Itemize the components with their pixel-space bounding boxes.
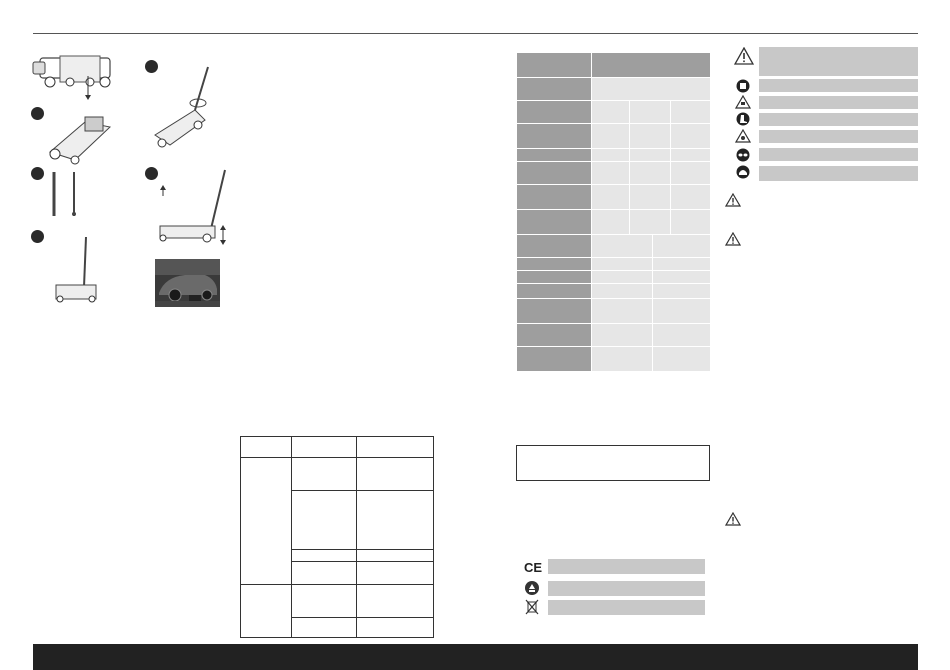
safety-row-band: [759, 79, 918, 92]
specifications-table: [517, 53, 710, 371]
warning-icon: [725, 232, 741, 246]
spec-row-value: [592, 101, 710, 123]
table-rule: [356, 437, 357, 637]
footer-bar: [33, 644, 918, 670]
safety-row-band: [759, 96, 918, 109]
spec-column-divider: [670, 101, 671, 234]
spec-row-value: [592, 347, 710, 371]
safety-row-band: [759, 166, 918, 181]
jack-angled-illustration: [45, 112, 115, 167]
read-manual-icon: [736, 79, 750, 93]
car-on-jack-photo: [155, 259, 220, 307]
spec-row-value: [592, 185, 710, 209]
spec-row-label: [517, 185, 591, 209]
table-rule: [291, 617, 433, 618]
spec-row-label: [517, 210, 591, 234]
spec-row-label: [517, 235, 591, 257]
eye-protection-icon: [736, 148, 750, 162]
note-box: [516, 445, 710, 481]
table-rule: [241, 584, 433, 585]
spec-row-value: [592, 284, 710, 298]
spec-row-label: [517, 347, 591, 371]
weee-bin-icon: [524, 598, 540, 616]
spec-row-value: [592, 124, 710, 148]
jack-handle-upright-illustration: [50, 235, 100, 305]
spec-row-label: [517, 258, 591, 270]
spec-column-divider: [652, 235, 653, 371]
spec-row-value: [592, 235, 710, 257]
spec-row-label: [517, 299, 591, 323]
cert-row-band: [548, 581, 705, 596]
jack-with-handle-illustration: [150, 65, 215, 150]
spec-row-value: [592, 162, 710, 184]
safety-row-band: [759, 113, 918, 126]
warning-icon: [725, 193, 741, 207]
spec-row-label: [517, 149, 591, 161]
safety-row-band: [759, 130, 918, 143]
handle-pieces-illustration: [48, 170, 88, 220]
jack-raise-illustration: [155, 168, 235, 248]
spec-row-label: [517, 78, 591, 100]
gloves-icon: [736, 165, 750, 179]
table-rule: [291, 437, 292, 637]
spec-column-divider: [629, 101, 630, 234]
jack-top-view-illustration: [30, 50, 120, 100]
step-marker-1: [31, 107, 44, 120]
warning-icon: [734, 47, 754, 65]
spec-row-value: [592, 271, 710, 283]
spec-row-label: [517, 271, 591, 283]
table-rule: [291, 549, 433, 550]
hand-hazard-icon: [735, 129, 751, 143]
spec-row-label: [517, 284, 591, 298]
crush-hazard-icon: [735, 95, 751, 109]
step-marker-3: [31, 167, 44, 180]
header-rule: [33, 33, 918, 34]
spec-row-label: [517, 324, 591, 346]
spec-row-value: [592, 324, 710, 346]
cert-row-band: [548, 600, 705, 615]
spec-row-label: [517, 124, 591, 148]
recycle-icon: [524, 580, 540, 596]
spec-row-value: [592, 210, 710, 234]
warning-icon: [725, 512, 741, 526]
spec-row-value: [592, 78, 710, 100]
safety-row-band: [759, 148, 918, 161]
troubleshooting-table: [240, 436, 434, 638]
safety-boots-icon: [736, 112, 750, 126]
spec-row-value: [592, 258, 710, 270]
safety-row-band: [759, 47, 918, 76]
ce-mark-icon: CE: [523, 559, 543, 575]
table-rule: [291, 561, 433, 562]
spec-row-value: [592, 149, 710, 161]
spec-header-label: [517, 53, 591, 77]
step-marker-5: [31, 230, 44, 243]
cert-row-band: [548, 559, 705, 574]
spec-row-value: [592, 299, 710, 323]
spec-row-label: [517, 101, 591, 123]
spec-row-label: [517, 162, 591, 184]
spec-header-value: [592, 53, 710, 77]
table-rule: [241, 457, 433, 458]
table-rule: [291, 490, 433, 491]
